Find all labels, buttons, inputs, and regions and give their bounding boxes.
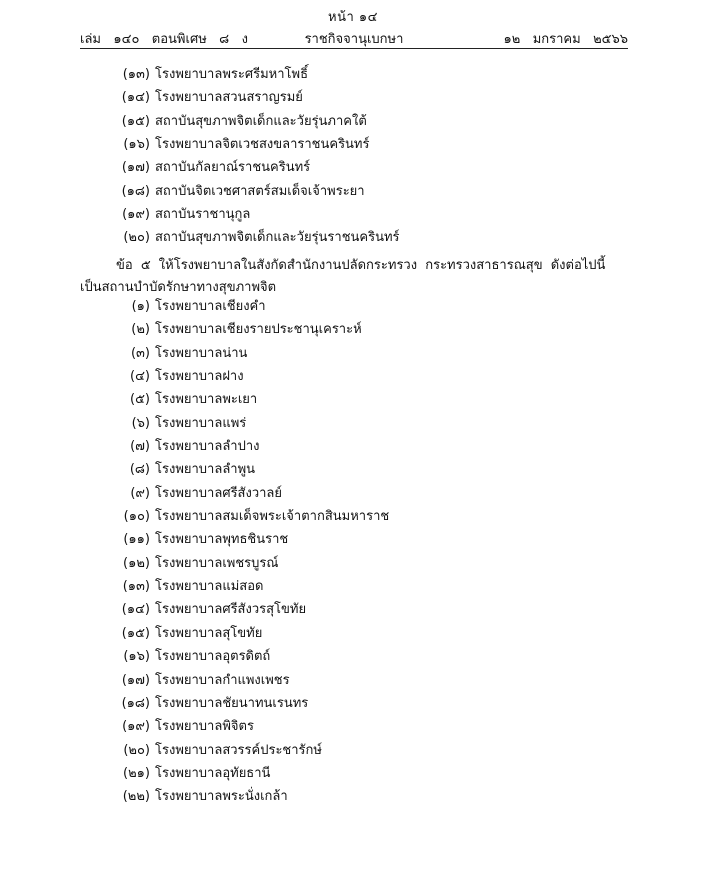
list-item-text: สถาบันกัลยาณ์ราชนครินทร์ bbox=[155, 160, 311, 176]
list-item bbox=[0, 669, 706, 692]
list-item-number: (๘) bbox=[129, 462, 150, 478]
list-item bbox=[0, 156, 706, 179]
gazette-header bbox=[80, 28, 628, 48]
list-item-text: โรงพยาบาลสมเด็จพระเจ้าตากสินมหาราช bbox=[155, 509, 390, 525]
list-item-text: โรงพยาบาลสุโขทัย bbox=[155, 625, 263, 641]
clause-5 bbox=[80, 255, 628, 299]
header-divider bbox=[80, 48, 628, 49]
list-item-text: โรงพยาบาลลำปาง bbox=[155, 439, 260, 455]
list-item bbox=[0, 295, 706, 318]
list-item-number: (๒๐) bbox=[123, 230, 150, 246]
hospital-list-continued bbox=[0, 63, 706, 250]
list-item bbox=[0, 575, 706, 598]
list-item-text: สถาบันสุขภาพจิตเด็กและวัยรุ่นภาคใต้ bbox=[155, 113, 367, 129]
list-item-text: โรงพยาบาลแม่สอด bbox=[155, 579, 264, 595]
list-item bbox=[0, 715, 706, 738]
list-item-number: (๑๔) bbox=[121, 90, 150, 106]
list-item bbox=[0, 552, 706, 575]
list-item-text: สถาบันสุขภาพจิตเด็กและวัยรุ่นราชนครินทร์ bbox=[155, 230, 400, 246]
list-item-number: (๑๐) bbox=[123, 509, 150, 525]
clause-5-line-1: ข้อ ๕ ให้โรงพยาบาลในสังกัดสำนักงานปลัดกระทรวง กระทรวงสาธารณสุข ดังต่อไปนี้ bbox=[116, 258, 606, 273]
list-item bbox=[0, 365, 706, 388]
list-item-text: โรงพยาบาลจิตเวชสงขลาราชนครินทร์ bbox=[155, 137, 370, 153]
list-item-number: (๙) bbox=[130, 485, 150, 501]
list-item-number: (๑๒) bbox=[123, 555, 150, 571]
list-item-number: (๑๗) bbox=[121, 160, 150, 176]
list-item-number: (๒๒) bbox=[122, 789, 150, 805]
list-item-number: (๓) bbox=[130, 345, 150, 361]
list-item-text: โรงพยาบาลฝาง bbox=[155, 369, 244, 385]
list-item bbox=[0, 226, 706, 249]
gazette-title: ราชกิจจานุเบกษา bbox=[304, 32, 404, 47]
list-item bbox=[0, 645, 706, 668]
list-item-text: โรงพยาบาลศรีสังวาลย์ bbox=[155, 485, 283, 501]
list-item bbox=[0, 458, 706, 481]
list-item bbox=[0, 110, 706, 133]
list-item bbox=[0, 318, 706, 341]
list-item bbox=[0, 412, 706, 435]
list-item bbox=[0, 180, 706, 203]
list-item-text: โรงพยาบาลอุตรดิตถ์ bbox=[155, 649, 271, 665]
list-item bbox=[0, 528, 706, 551]
volume-issue: เล่ม ๑๔๐ ตอนพิเศษ ๘ ง bbox=[80, 32, 248, 47]
list-item-number: (๑๗) bbox=[121, 672, 150, 688]
list-item-text: โรงพยาบาลพระนั่งเกล้า bbox=[155, 789, 288, 805]
list-item-number: (๑) bbox=[131, 299, 150, 314]
page-number: หน้า ๑๔ bbox=[328, 10, 378, 25]
list-item-text: สถาบันราชานุกูล bbox=[155, 207, 251, 223]
list-item bbox=[0, 63, 706, 86]
publication-date: ๑๒ มกราคม ๒๕๖๖ bbox=[503, 32, 628, 47]
list-item-text: โรงพยาบาลเพชรบูรณ์ bbox=[155, 555, 279, 571]
list-item-text: โรงพยาบาลเชียงรายประชานุเคราะห์ bbox=[155, 322, 362, 338]
list-item-number: (๑๘) bbox=[121, 695, 150, 711]
list-item-text: โรงพยาบาลลำพูน bbox=[155, 462, 256, 478]
list-item bbox=[0, 342, 706, 365]
list-item-number: (๑๓) bbox=[122, 579, 150, 595]
list-item-number: (๖) bbox=[131, 415, 150, 431]
hospital-list-clause-5 bbox=[0, 295, 706, 809]
list-item-number: (๒) bbox=[131, 322, 150, 338]
list-item-number: (๑๔) bbox=[121, 602, 150, 618]
list-item-text: โรงพยาบาลชัยนาทนเรนทร bbox=[155, 695, 309, 711]
list-item bbox=[0, 203, 706, 226]
list-item bbox=[0, 692, 706, 715]
list-item-text: โรงพยาบาลพระศรีมหาโพธิ์ bbox=[155, 67, 309, 82]
list-item-text: สถาบันจิตเวชศาสตร์สมเด็จเจ้าพระยา bbox=[155, 183, 365, 199]
list-item-number: (๑๙) bbox=[122, 719, 150, 735]
list-item-text: โรงพยาบาลสวรรค์ประชารักษ์ bbox=[155, 742, 322, 758]
list-item-number: (๑๙) bbox=[122, 207, 150, 223]
list-item-number: (๑๕) bbox=[121, 113, 150, 129]
list-item-number: (๒๐) bbox=[123, 742, 150, 758]
list-item bbox=[0, 762, 706, 785]
list-item bbox=[0, 739, 706, 762]
list-item-number: (๑๘) bbox=[121, 183, 150, 199]
list-item-text: โรงพยาบาลน่าน bbox=[155, 345, 248, 361]
list-item-number: (๒๑) bbox=[123, 765, 150, 781]
list-item-text: โรงพยาบาลแพร่ bbox=[155, 415, 247, 431]
list-item-number: (๔) bbox=[130, 369, 150, 385]
list-item bbox=[0, 785, 706, 808]
list-item-number: (๑๓) bbox=[122, 67, 150, 82]
list-item bbox=[0, 133, 706, 156]
list-item-number: (๑๖) bbox=[123, 137, 150, 153]
list-item-number: (๑๑) bbox=[123, 532, 150, 548]
clause-5-line-2: เป็นสถานบำบัดรักษาทางสุขภาพจิต bbox=[80, 280, 277, 295]
list-item bbox=[0, 622, 706, 645]
list-item-number: (๑๖) bbox=[123, 649, 150, 665]
list-item-number: (๕) bbox=[130, 392, 150, 408]
list-item-number: (๑๕) bbox=[121, 625, 150, 641]
list-item-text: โรงพยาบาลพะเยา bbox=[155, 392, 258, 408]
list-item-text: โรงพยาบาลสวนสราญรมย์ bbox=[155, 90, 303, 106]
list-item bbox=[0, 388, 706, 411]
list-item-text: โรงพยาบาลศรีสังวรสุโขทัย bbox=[155, 602, 307, 618]
list-item bbox=[0, 482, 706, 505]
list-item bbox=[0, 505, 706, 528]
list-item-text: โรงพยาบาลเชียงคำ bbox=[155, 299, 266, 314]
list-item bbox=[0, 86, 706, 109]
list-item-text: โรงพยาบาลพุทธชินราช bbox=[155, 532, 289, 548]
list-item bbox=[0, 598, 706, 621]
list-item-number: (๗) bbox=[130, 439, 150, 455]
list-item-text: โรงพยาบาลอุทัยธานี bbox=[155, 765, 271, 781]
list-item-text: โรงพยาบาลกำแพงเพชร bbox=[155, 672, 290, 688]
list-item-text: โรงพยาบาลพิจิตร bbox=[155, 719, 254, 735]
list-item bbox=[0, 435, 706, 458]
